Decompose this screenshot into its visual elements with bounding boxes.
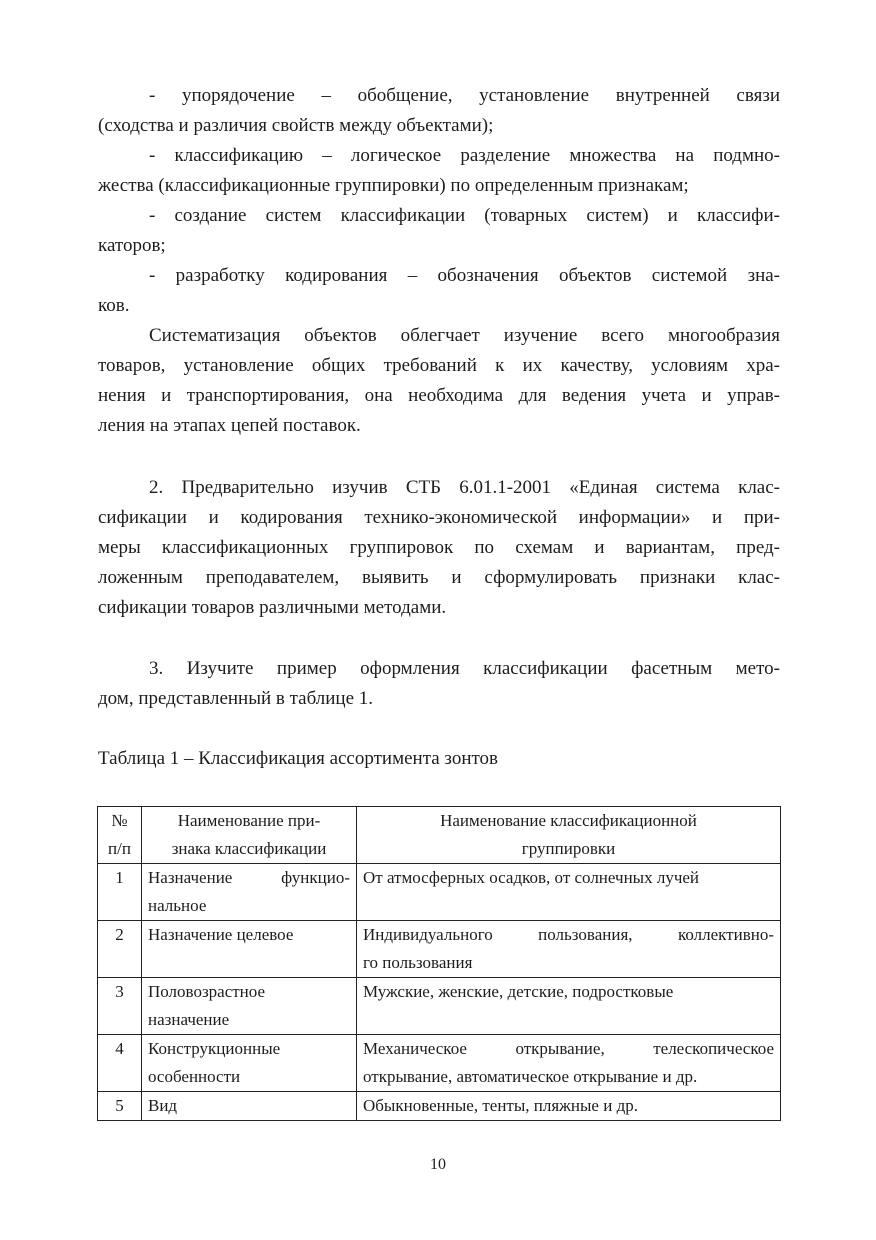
paragraph-line: меры классификационных группировок по схемам и вариантам, пред-	[98, 537, 780, 558]
paragraph-line: - упорядочение – обобщение, установление внутренней связи	[149, 85, 780, 106]
cell-text: Вид	[148, 1096, 178, 1115]
paragraph-line: ков.	[98, 295, 130, 316]
table-row	[98, 978, 781, 1035]
cell-text: открывание, автоматическое открывание и др.	[363, 1067, 698, 1086]
row-feature-cell	[142, 921, 357, 978]
paragraph-line: 2. Предварительно изучив СТБ 6.01.1-2001 «Единая система клас-	[149, 477, 780, 498]
body-text-block-2	[98, 473, 780, 623]
paragraph-line: каторов;	[98, 235, 166, 256]
cell-text: Половозрастное	[148, 982, 266, 1001]
page-number: 10	[430, 1156, 446, 1173]
cell-text: назначение	[148, 1010, 230, 1029]
row-number-cell: 5	[98, 1092, 142, 1121]
paragraph-line: - разработку кодирования – обозначения объектов системой зна-	[149, 265, 780, 286]
paragraph-line: дом, представленный в таблице 1.	[98, 688, 374, 709]
row-feature-cell	[142, 1092, 357, 1121]
table-row	[98, 1092, 781, 1121]
row-feature-cell	[142, 1035, 357, 1092]
cell-text: От атмосферных осадков, от солнечных лучей	[363, 868, 700, 887]
row-number-cell: 4	[98, 1035, 142, 1092]
paragraph-line: ления на этапах цепей поставок.	[98, 415, 361, 436]
row-feature-cell	[142, 864, 357, 921]
row-group-cell	[357, 1092, 781, 1121]
header-group-cell	[357, 807, 781, 864]
paragraph-line: сификации и кодирования технико-экономической информации» и при-	[98, 507, 780, 528]
row-number-cell: 1	[98, 864, 142, 921]
row-feature-cell	[142, 978, 357, 1035]
paragraph-line: сификации товаров различными методами.	[98, 597, 447, 618]
row-group-cell	[357, 921, 781, 978]
paragraph-line: нения и транспортирования, она необходима для ведения учета и управ-	[98, 385, 780, 406]
row-group-cell	[357, 1035, 781, 1092]
cell-text: Назначение целевое	[148, 925, 294, 944]
paragraph-line: - создание систем классификации (товарных систем) и классифи-	[149, 205, 780, 226]
paragraph-line: жества (классификационные группировки) по определенным признакам;	[98, 175, 689, 196]
paragraph-line: (сходства и различия свойств между объектами);	[98, 115, 494, 136]
table-row	[98, 864, 781, 921]
classification-table	[97, 806, 781, 1121]
paragraph-line: 3. Изучите пример оформления классификации фасетным мето-	[149, 658, 780, 679]
cell-text: Конструкционные	[148, 1039, 281, 1058]
table-row	[98, 921, 781, 978]
cell-text: Механическое открывание, телескопическое	[363, 1039, 774, 1058]
row-number-cell: 2	[98, 921, 142, 978]
header-text: №	[111, 811, 128, 830]
body-text-block-1	[98, 81, 780, 441]
header-text: п/п	[108, 839, 131, 858]
paragraph-line: ложенным преподавателем, выявить и сформулировать признаки клас-	[98, 567, 780, 588]
cell-text: Назначение функцио-	[148, 868, 350, 887]
header-text: Наименование классификационной	[440, 811, 697, 830]
table-caption: Таблица 1 – Классификация ассортимента зонтов	[98, 748, 499, 769]
header-text: Наименование при-	[177, 811, 321, 830]
paragraph-line: товаров, установление общих требований к их качеству, условиям хра-	[98, 355, 780, 376]
paragraph-line: Систематизация объектов облегчает изучение всего многообразия	[149, 325, 780, 346]
row-group-cell	[357, 864, 781, 921]
header-text: знака классификации	[171, 839, 327, 858]
cell-text: Индивидуального пользования, коллективно-	[363, 925, 774, 944]
header-number-cell	[98, 807, 142, 864]
row-group-cell	[357, 978, 781, 1035]
cell-text: го пользования	[363, 953, 473, 972]
cell-text: нальное	[148, 896, 207, 915]
header-feature-cell	[142, 807, 357, 864]
cell-text: Обыкновенные, тенты, пляжные и др.	[363, 1096, 638, 1115]
row-number-cell: 3	[98, 978, 142, 1035]
body-text-block-3	[98, 654, 780, 714]
cell-text: особенности	[148, 1067, 241, 1086]
header-text: группировки	[521, 839, 616, 858]
table-row	[98, 1035, 781, 1092]
table-header-row	[98, 807, 781, 864]
cell-text: Мужские, женские, детские, подростковые	[363, 982, 674, 1001]
paragraph-line: - классификацию – логическое разделение множества на подмно-	[149, 145, 780, 166]
